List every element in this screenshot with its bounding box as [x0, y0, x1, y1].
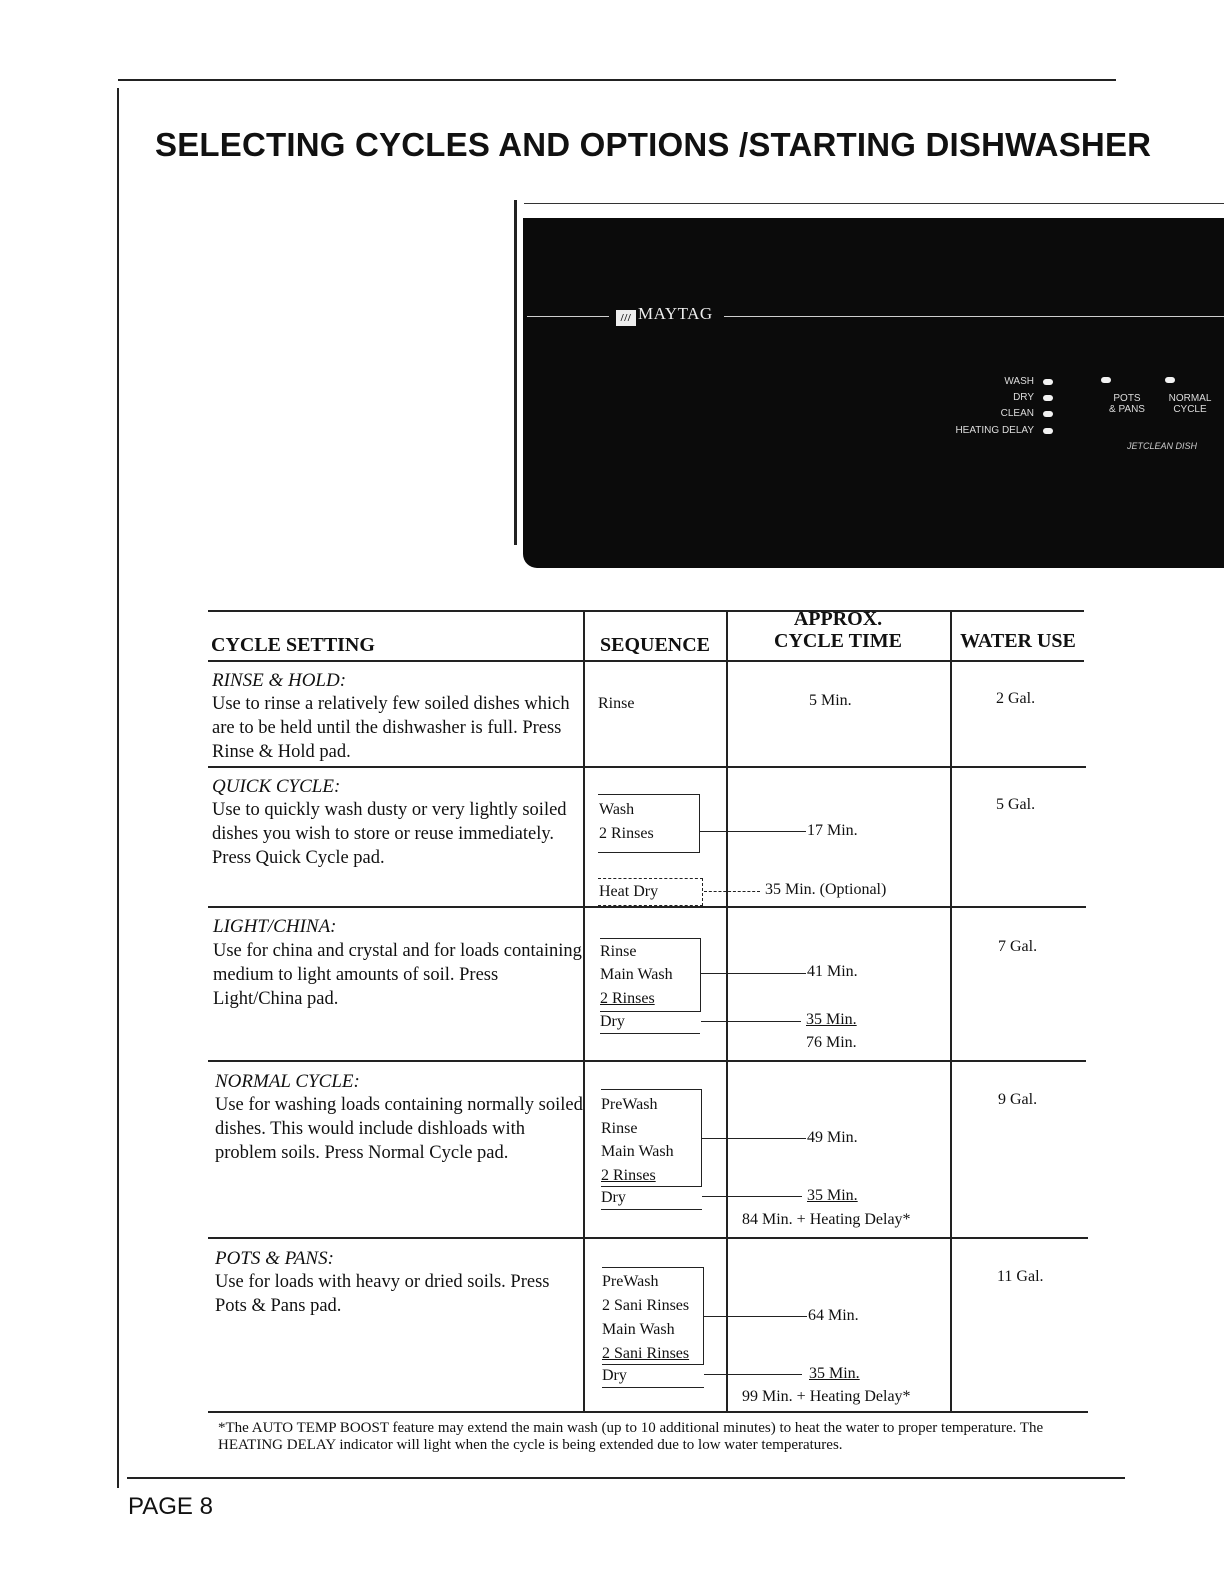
cycle-time: 49 Min. [807, 1129, 858, 1146]
cycle-name: POTS & PANS: [215, 1248, 334, 1269]
panel-trim-left [527, 316, 609, 317]
dry-time: 35 Min. [807, 1187, 858, 1204]
water-use: 2 Gal. [996, 690, 1036, 707]
clean-led [1043, 411, 1053, 417]
cycle-name: LIGHT/CHINA: [213, 916, 337, 937]
panel-edge [514, 200, 517, 545]
panel-outline [524, 203, 1224, 204]
cycle-time: 64 Min. [808, 1307, 859, 1324]
header-cycle-setting: CYCLE SETTING [211, 634, 375, 656]
table-top-rule [208, 610, 1084, 612]
series-label: JETCLEAN DISH [1127, 441, 1198, 451]
header-water-use: WATER USE [960, 630, 1076, 652]
sequence-step: Main Wash [600, 966, 673, 983]
sequence-step: Rinse [598, 695, 635, 712]
cycle-description: Use for loads with heavy or dried soils. Press Pots & Pans pad. [215, 1272, 550, 1316]
pots-pans-led [1101, 377, 1111, 383]
header-sequence: SEQUENCE [599, 634, 711, 656]
maytag-m-icon: /// [616, 310, 636, 326]
indicator-wash-label: WASH [1004, 376, 1034, 387]
water-use: 5 Gal. [996, 796, 1036, 813]
total-time: 76 Min. [806, 1034, 857, 1051]
sequence-step: Rinse [601, 1120, 638, 1137]
column-rule [950, 610, 952, 1412]
header-bottom-rule [208, 660, 1084, 662]
heating-delay-led [1043, 428, 1053, 434]
column-rule [583, 610, 585, 1412]
optional-connector [704, 891, 760, 892]
sequence-step: Main Wash [601, 1143, 674, 1160]
sequence-step-dry: Dry [600, 1011, 700, 1034]
row-rule [208, 1237, 1088, 1239]
sequence-step: 2 Rinses [600, 990, 655, 1007]
sequence-step-dry: Dry [601, 1187, 702, 1210]
connector-line [704, 1316, 807, 1317]
sequence-step: 2 Rinses [601, 1167, 656, 1184]
row-rule [208, 1060, 1086, 1062]
top-rule [118, 79, 1116, 81]
cycle-description: Use to quickly wash dusty or very lightly soiled dishes you wish to store or reuse immediately. Press Quick Cycle pad. [212, 800, 567, 868]
water-use: 11 Gal. [997, 1268, 1044, 1285]
page-number: PAGE 8 [128, 1493, 213, 1520]
total-time: 84 Min. + Heating Delay* [742, 1211, 911, 1228]
panel-trim-right [724, 316, 1224, 317]
sequence-step-dry: Dry [602, 1365, 704, 1388]
pots-pans-button: POTS & PANS [1109, 393, 1145, 415]
left-rule [117, 88, 119, 1488]
total-time: 99 Min. + Heating Delay* [742, 1388, 911, 1405]
sequence-step: Main Wash [602, 1321, 675, 1338]
indicator-clean-label: CLEAN [1000, 408, 1034, 419]
cycle-name: QUICK CYCLE: [212, 776, 341, 797]
sequence-step: PreWash [601, 1096, 658, 1113]
cycle-description: Use for china and crystal and for loads containing medium to light amounts of soil. Press Light/China pad. [213, 941, 582, 1009]
cycle-description: Use to rinse a relatively few soiled dishes which are to be held until the dishwasher is full. Press Rinse & Hold pad. [212, 694, 570, 762]
connector-line [702, 1196, 802, 1197]
row-rule [208, 906, 1086, 908]
brand-logo [616, 304, 713, 326]
footnote: *The AUTO TEMP BOOST feature may extend the main wash (up to 10 additional minutes) to heat the water to proper temperature. The HEATING DELAY indicator will light when the cycle is being extended due to low water temperatures. [218, 1420, 1044, 1453]
indicator-dry-label: DRY [1013, 392, 1034, 403]
sequence-step: 2 Sani Rinses [602, 1345, 690, 1362]
cycle-time: 41 Min. [807, 963, 858, 980]
dry-led [1043, 395, 1053, 401]
sequence-step-optional: Heat Dry [599, 883, 659, 900]
brand-name: MAYTAG [638, 304, 713, 323]
bottom-rule [127, 1477, 1125, 1479]
connector-line [701, 1021, 801, 1022]
normal-cycle-button: NORMAL CYCLE [1168, 393, 1212, 415]
wash-led [1043, 379, 1053, 385]
table-bottom-rule [208, 1411, 1088, 1413]
sequence-step: Wash [599, 801, 635, 818]
connector-line [702, 1138, 806, 1139]
connector-line [701, 973, 806, 974]
optional-time: 35 Min. (Optional) [765, 881, 887, 898]
dry-time: 35 Min. [809, 1365, 860, 1382]
header-approx: APPROX. CYCLE TIME [774, 608, 902, 652]
indicator-heating-delay-label: HEATING DELAY [955, 425, 1034, 436]
connector-line [704, 1374, 802, 1375]
sequence-step: PreWash [602, 1273, 659, 1290]
column-rule [726, 610, 728, 1412]
cycle-time: 17 Min. [807, 822, 858, 839]
sequence-step: Rinse [600, 943, 637, 960]
normal-cycle-led [1165, 377, 1175, 383]
water-use: 9 Gal. [998, 1091, 1038, 1108]
cycle-description: Use for washing loads containing normally soiled dishes. This would include dishloads with problem soils. Press Normal Cycle pad. [215, 1095, 583, 1163]
cycle-name: RINSE & HOLD: [212, 670, 347, 691]
connector-line [700, 831, 806, 832]
row-rule [208, 766, 1086, 768]
cycle-name: NORMAL CYCLE: [215, 1071, 360, 1092]
cycle-time: 5 Min. [809, 692, 852, 709]
page-title: SELECTING CYCLES AND OPTIONS /STARTING DISHWASHER [155, 126, 1152, 163]
water-use: 7 Gal. [998, 938, 1038, 955]
sequence-step: 2 Rinses [599, 825, 654, 842]
sequence-step: 2 Sani Rinses [602, 1297, 690, 1314]
dry-time: 35 Min. [806, 1011, 857, 1028]
